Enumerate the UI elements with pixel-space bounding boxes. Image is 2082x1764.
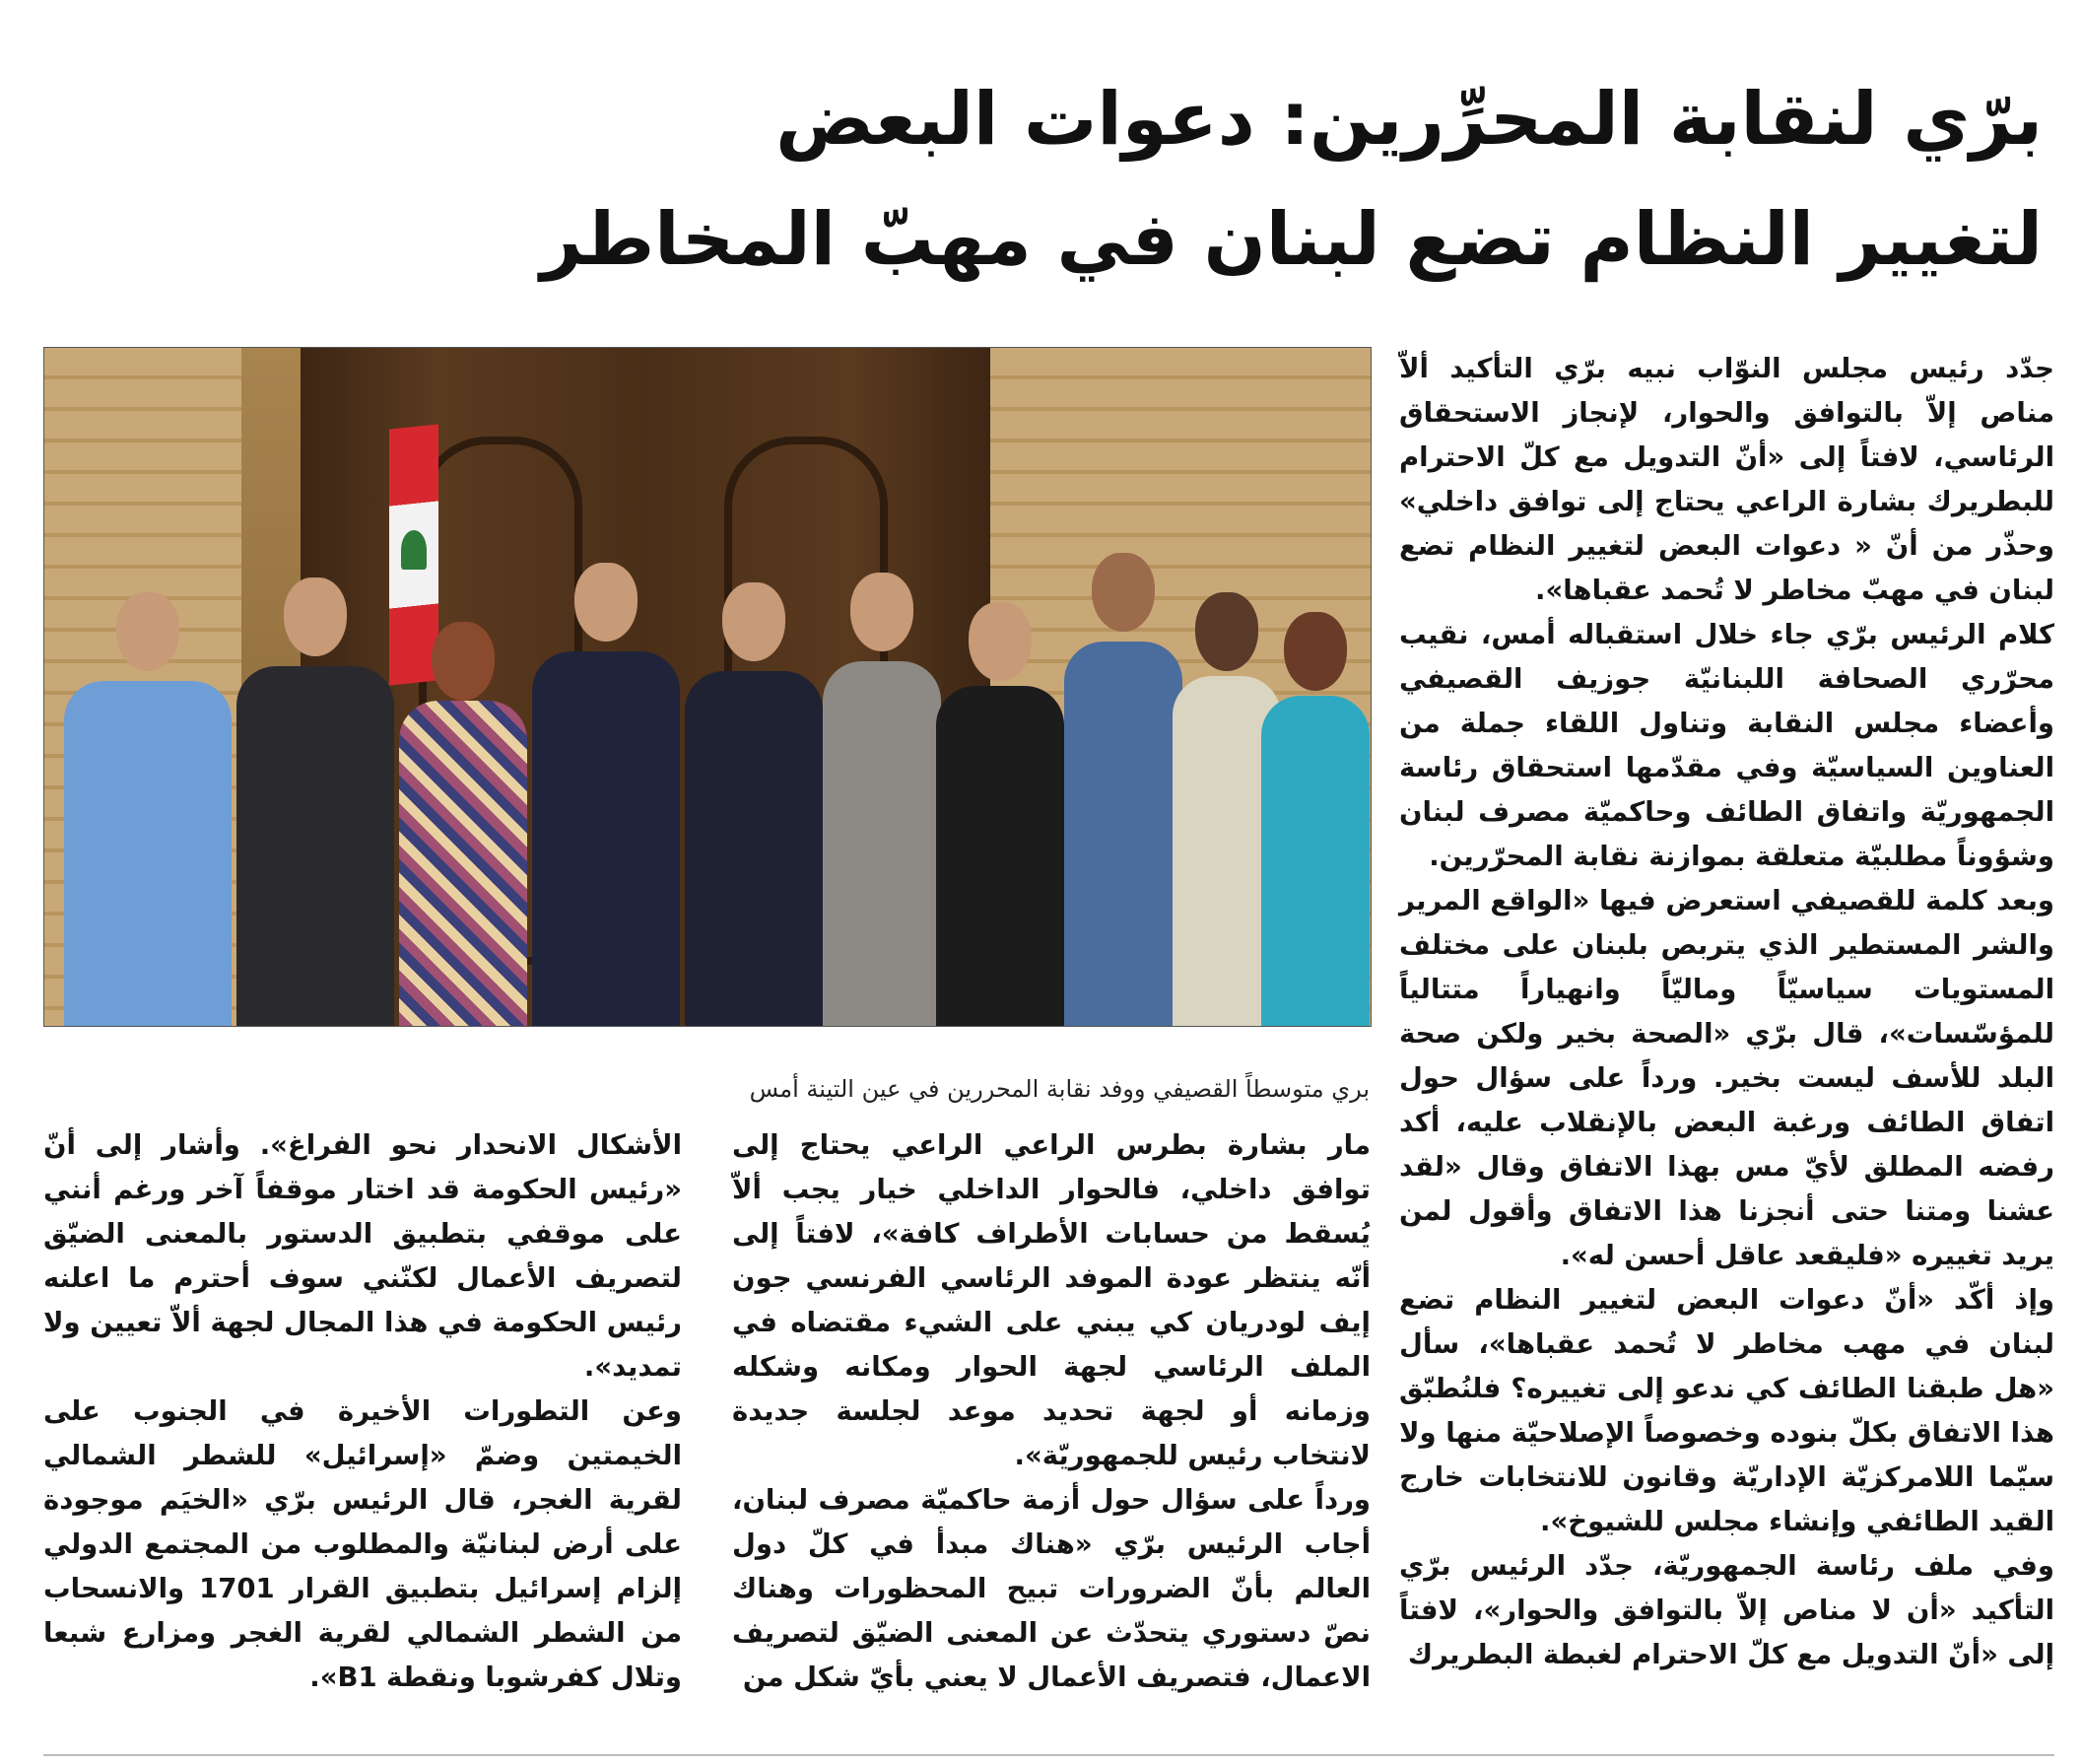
paragraph: وفي ملف رئاسة الجمهوريّة، جدّد الرئيس برّي التأكيد «أن لا مناص إلاّ بالتوافق والحوار»، لافتاً إلى «أنّ التدويل مع كلّ الاحترام لغبطة البطريرك — [1399, 1550, 2054, 1670]
paragraph: وبعد كلمة للقصيفي استعرض فيها «الواقع المرير والشر المستطير الذي يتربص بلبنان على مختلف المستويات سياسيّاً وماليّاً وانهياراً متتالياً للمؤسّسات»، قال برّي «الصحة بخير ولكن صحة البلد للأسف ليست بخير. ورداً على سؤال حول اتفاق الطائف ورغبة البعض بالإنقلاب عليه، أكد رفضه المطلق لأيّ مس بهذا الاتفاق وقال «لقد عشنا ومتنا حتى أنجزنا هذا الاتفاق وأقول لمن يريد تغييره «فليقعد عاقل أحسن له». — [1399, 885, 2054, 1271]
paragraph: ورداً على سؤال حول أزمة حاكميّة مصرف لبنان، أجاب الرئيس برّي «هناك مبدأ في كلّ دول العالم بأنّ الضرورات تبيح المحظورات وهناك نصّ دستوري يتحدّث عن المعنى الضيّق لتصريف الاعمال، فتصريف الأعمال لا يعني بأيّ شكل من — [732, 1484, 1371, 1693]
paragraph: وإذ أكّد «أنّ دعوات البعض لتغيير النظام تضع لبنان في مهب مخاطر لا تُحمد عقباها»، سأل «هل طبقنا الطائف كي ندعو إلى تغييره؟ فلنُطبّق هذا الاتفاق بكلّ بنوده وخصوصاً الإصلاحيّة منها ولا سيّما اللامركزيّة الإداريّة وقانون للانتخابات خارج القيد الطائفي وإنشاء مجلس للشيوخ». — [1399, 1284, 2054, 1537]
person-5 — [685, 582, 823, 1026]
headline-line-2: لتغيير النظام تضع لبنان في مهبّ المخاطر — [540, 197, 2043, 282]
cedar-emblem — [401, 530, 427, 570]
paragraph: مار بشارة بطرس الراعي الراعي يحتاج إلى توافق داخلي، فالحوار الداخلي خيار يجب ألاّ يُسقط من حسابات الأطراف كافة»، لافتاً إلى أنّه ينتظر عودة الموفد الرئاسي الفرنسي جون إيف لودريان كي يبني على الشيء مقتضاه في الملف الرئاسي لجهة الحوار ومكانه وشكله وزمانه أو لجهة تحديد موعد لجلسة جديدة لانتخاب رئيس للجمهوريّة». — [732, 1129, 1371, 1471]
paragraph: الأشكال الانحدار نحو الفراغ». وأشار إلى أنّ «رئيس الحكومة قد اختار موقفاً آخر ورغم أنني على موقفي بتطبيق الدستور بالمعنى الضيّق لتصريف الأعمال لكنّني سوف أحترم ما اعلنه رئيس الحكومة في هذا المجال لجهة ألاّ تعيين ولا تمديد». — [43, 1129, 682, 1383]
person-1 — [64, 592, 232, 1026]
paragraph: جدّد رئيس مجلس النوّاب نبيه برّي التأكيد ألاّ مناص إلاّ بالتوافق والحوار، لإنجاز الاستحقاق الرئاسي، لافتاً إلى «أنّ التدويل مع كلّ الاحترام للبطريرك بشارة الراعي يحتاج إلى توافق داخلي» وحذّر من أنّ « دعوات البعض لتغيير النظام تضع لبنان في مهبّ مخاطر لا تُحمد عقباها». — [1399, 353, 2054, 606]
article-column-middle — [732, 1123, 1371, 1700]
photo-caption: بري متوسطاً القصيفي ووفد نقابة المحررين في عين التينة أمس — [749, 1075, 1370, 1103]
article-column-left — [43, 1123, 682, 1700]
person-3 — [399, 622, 527, 1026]
person-4 — [532, 563, 680, 1026]
person-6 — [823, 573, 941, 1026]
paragraph: وعن التطورات الأخيرة في الجنوب على الخيمتين وضمّ «إسرائيل» للشطر الشمالي لقرية الغجر، قال الرئيس برّي «الخيَم موجودة على أرض لبنانيّة والمطلوب من المجتمع الدولي إلزام إسرائيل بتطبيق القرار 1701 والانسحاب من الشطر الشمالي لقرية الغجر ومزارع شبعا وتلال كفرشوبا ونقطة B1». — [43, 1395, 682, 1693]
article-headline — [540, 59, 2043, 300]
headline-line-1: برّي لنقابة المحرِّرين: دعوات البعض — [775, 77, 2043, 162]
bottom-divider — [43, 1754, 2054, 1756]
paragraph: كلام الرئيس برّي جاء خلال استقباله أمس، نقيب محرّري الصحافة اللبنانيّة جوزيف القصيفي وأعضاء مجلس النقابة وتناول اللقاء جملة من العناوين السياسيّة وفي مقدّمها استحقاق رئاسة الجمهوريّة واتفاق الطائف وحاكميّة مصرف لبنان وشؤوناً مطلبيّة متعلقة بموازنة نقابة المحرّرين. — [1399, 619, 2054, 872]
person-8 — [1064, 553, 1182, 1026]
article-photo — [43, 347, 1372, 1027]
article-column-right — [1399, 347, 2054, 1677]
person-2 — [236, 577, 394, 1026]
person-10 — [1261, 612, 1370, 1026]
person-7 — [936, 602, 1064, 1026]
